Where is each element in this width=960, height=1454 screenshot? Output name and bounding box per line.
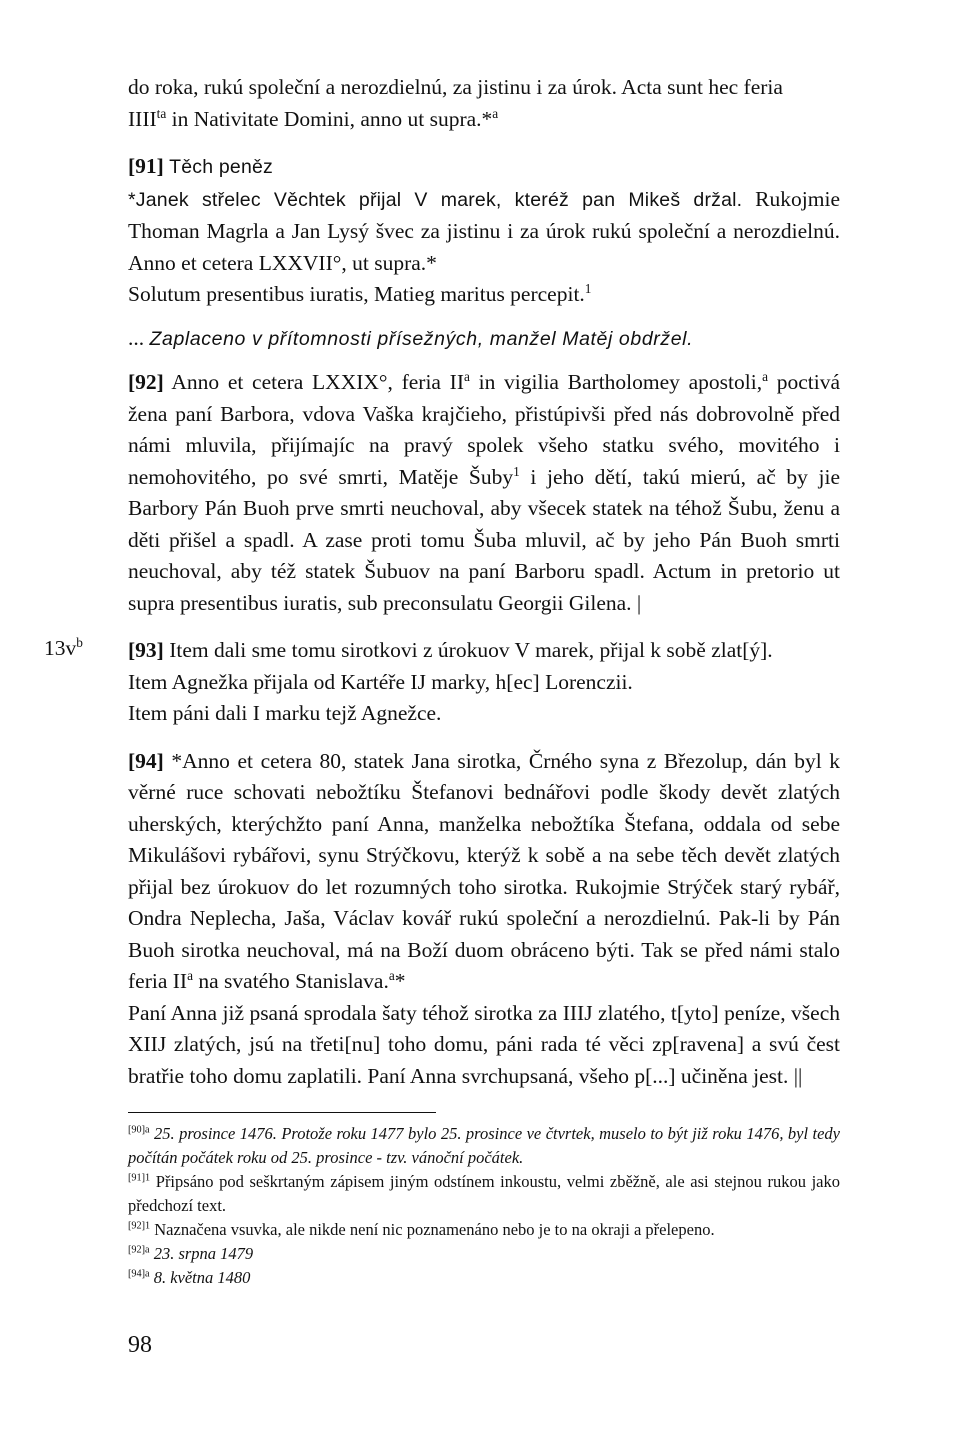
superscript: b [76,634,83,650]
entry-number: [92] [128,370,164,394]
footnote-mark: a [492,105,499,121]
footnote-mark: a [388,967,395,983]
text-segment: i jeho dětí, takú mierú, ač by jie Barbory Pán Buoh prve smrti neuchoval, aby všecek statek na téhož Šubu, ženu a děti přišel a spadl. A zase proti tomu Šuba mluvil, ač by jeho Pán Buoh smrti neuchoval, aby též statek Šubuov na paní Barboru spadl. Actum in pretorio ut supra presentibus iuratis, sub preconsulatu Georgii Gilena. | [128,464,840,615]
footnote-text: Připsáno pod seškrtaným zápisem jiným odstínem inkoustu, velmi zběžně, ale asi stejnou rukou jako předchozí text. [128,1172,840,1215]
main-text [128,72,840,1092]
text-segment: * [394,969,406,993]
footnote-text: 8. května 1480 [153,1268,251,1287]
text-segment: *Janek střelec Věchtek přijal V marek, kteréž pan Mikeš držal. [128,188,743,211]
paragraph-90-end [128,72,840,135]
superscript: ta [156,105,167,121]
text-segment: Anno et cetera LXXIX°, feria II [163,370,464,394]
text-segment: in vigilia Bartholomey apostoli, [469,370,763,394]
footnote [128,1122,840,1170]
superscript: a [463,368,470,384]
text-segment: poctivá žena paní Barbora, vdova Vaška krajčieho, přistúpivši před nás dobrovolně před námi mluvila, přijímajíc na pravý spolek všeho statku svého, movitého i nemohovitého, po své smrti, Matěje Šuby [128,370,840,489]
footnote-text: 25. prosince 1476. Protože roku 1477 bylo 25. prosince ve čtvrtek, muselo to být již roku 1476, byl tedy počítán počátek roku od 25. prosince - tzv. vánoční počátek. [128,1124,841,1167]
footnote [128,1242,840,1266]
text-segment: na svatého Stanislava. [193,969,389,993]
entry-number: [91] [128,154,164,178]
entry-number: [94] [128,748,164,773]
text-segment: Rukojmie Thoman Magrla a Jan Lysý švec za jistinu i za úrok rukú společní a nerozdielnú. Anno et cetera LXXVII°, ut supra.* [128,186,840,275]
footnote-ref: [90]a [128,1124,150,1136]
footnote-ref: [92]a [128,1244,150,1256]
folio-label: 13v [44,636,77,660]
footnote-ref: [91]1 [128,1172,151,1184]
entry-number: [93] [128,638,164,662]
footnote-mark: 1 [513,463,520,479]
text-line: Item páni dali I marku tejž Agnežce. [128,701,442,725]
footnote-mark: 1 [584,280,592,296]
text-line: Item Agnežka přijala od Kartéře IJ marky, h[ec] Lorenczii. [128,669,633,694]
text-line: Item dali sme tomu sirotkovi z úrokuov V marek, přijal k sobě zlat[ý]. [163,638,773,662]
footnotes [128,1122,840,1290]
folio-margin-note [44,633,83,665]
footnote-mark: a [762,368,768,384]
footnote [128,1218,840,1242]
footnote-ref: [94]a [128,1268,150,1280]
translation-text: Zaplaceno v přítomnosti přísežných, manžel Matěj obdržel. [149,327,694,350]
ellipsis: ... [128,325,150,350]
text-line: do roka, rukú společní a nerozdielnú, za jistinu i za úrok. Acta sunt hec feria [128,75,783,99]
translation-line [128,323,840,356]
footnote-text: Naznačena vsuvka, ale nikde není nic poznamenáno nebo je to na okraji a přelepeno. [154,1220,715,1239]
paragraph-92 [128,367,840,619]
footnote [128,1170,840,1218]
superscript: a [187,967,193,983]
text-segment: Solutum presentibus iuratis, Matieg maritus percepit. [128,282,585,306]
page-number: 98 [128,1332,152,1358]
text-segment: Paní Anna již psaná sprodala šaty téhož sirotka za IIIJ zlatého, t[yto] peníze, všech XIIJ zlatých, jsú na třeti[nu] toho domu, páni rada té věci zp[ravena] a svú čest bratřie toho domu zaplatili. Paní Anna svrchupsaná, všeho p[...] učiněna jest. || [128,1000,840,1088]
footnote-divider [128,1112,436,1113]
paragraph-94 [128,746,840,1093]
text-segment: in Nativitate Domini, anno ut supra.* [166,106,493,131]
paragraph-91 [128,151,840,311]
footnote [128,1266,840,1290]
footnote-ref: [92]1 [128,1220,151,1232]
text-segment: *Anno et cetera 80, statek Jana sirotka, Črného syna z Březolup, dán byl k věrné ruce schovati nebožtíku Štefanovi bednářovi podle škody devět zlatých uherských, kterýchžto paní Anna, manželka nebožtíka Štefana, oddala od sebe Mikulášovi rybářovi, synu Strýčkovu, kterýž k sobě a na sebe těch devět zlatých přijal bez úrokuov do let rozumných toho sirotka. Rukojmie Strýček starý rybář, Ondra Neplecha, Jaša, Václav kovář rukú společní a nerozdielnú. Pak-li by Pán Buoh sirotka neuchoval, má na Boží duom obráceno býti. Tak se před námi stalo feria II [128,748,840,993]
text-segment: IIII [128,106,157,131]
entry-heading: Těch peněz [163,156,273,178]
paragraph-93 [128,635,840,730]
footnote-text: 23. srpna 1479 [153,1244,254,1263]
